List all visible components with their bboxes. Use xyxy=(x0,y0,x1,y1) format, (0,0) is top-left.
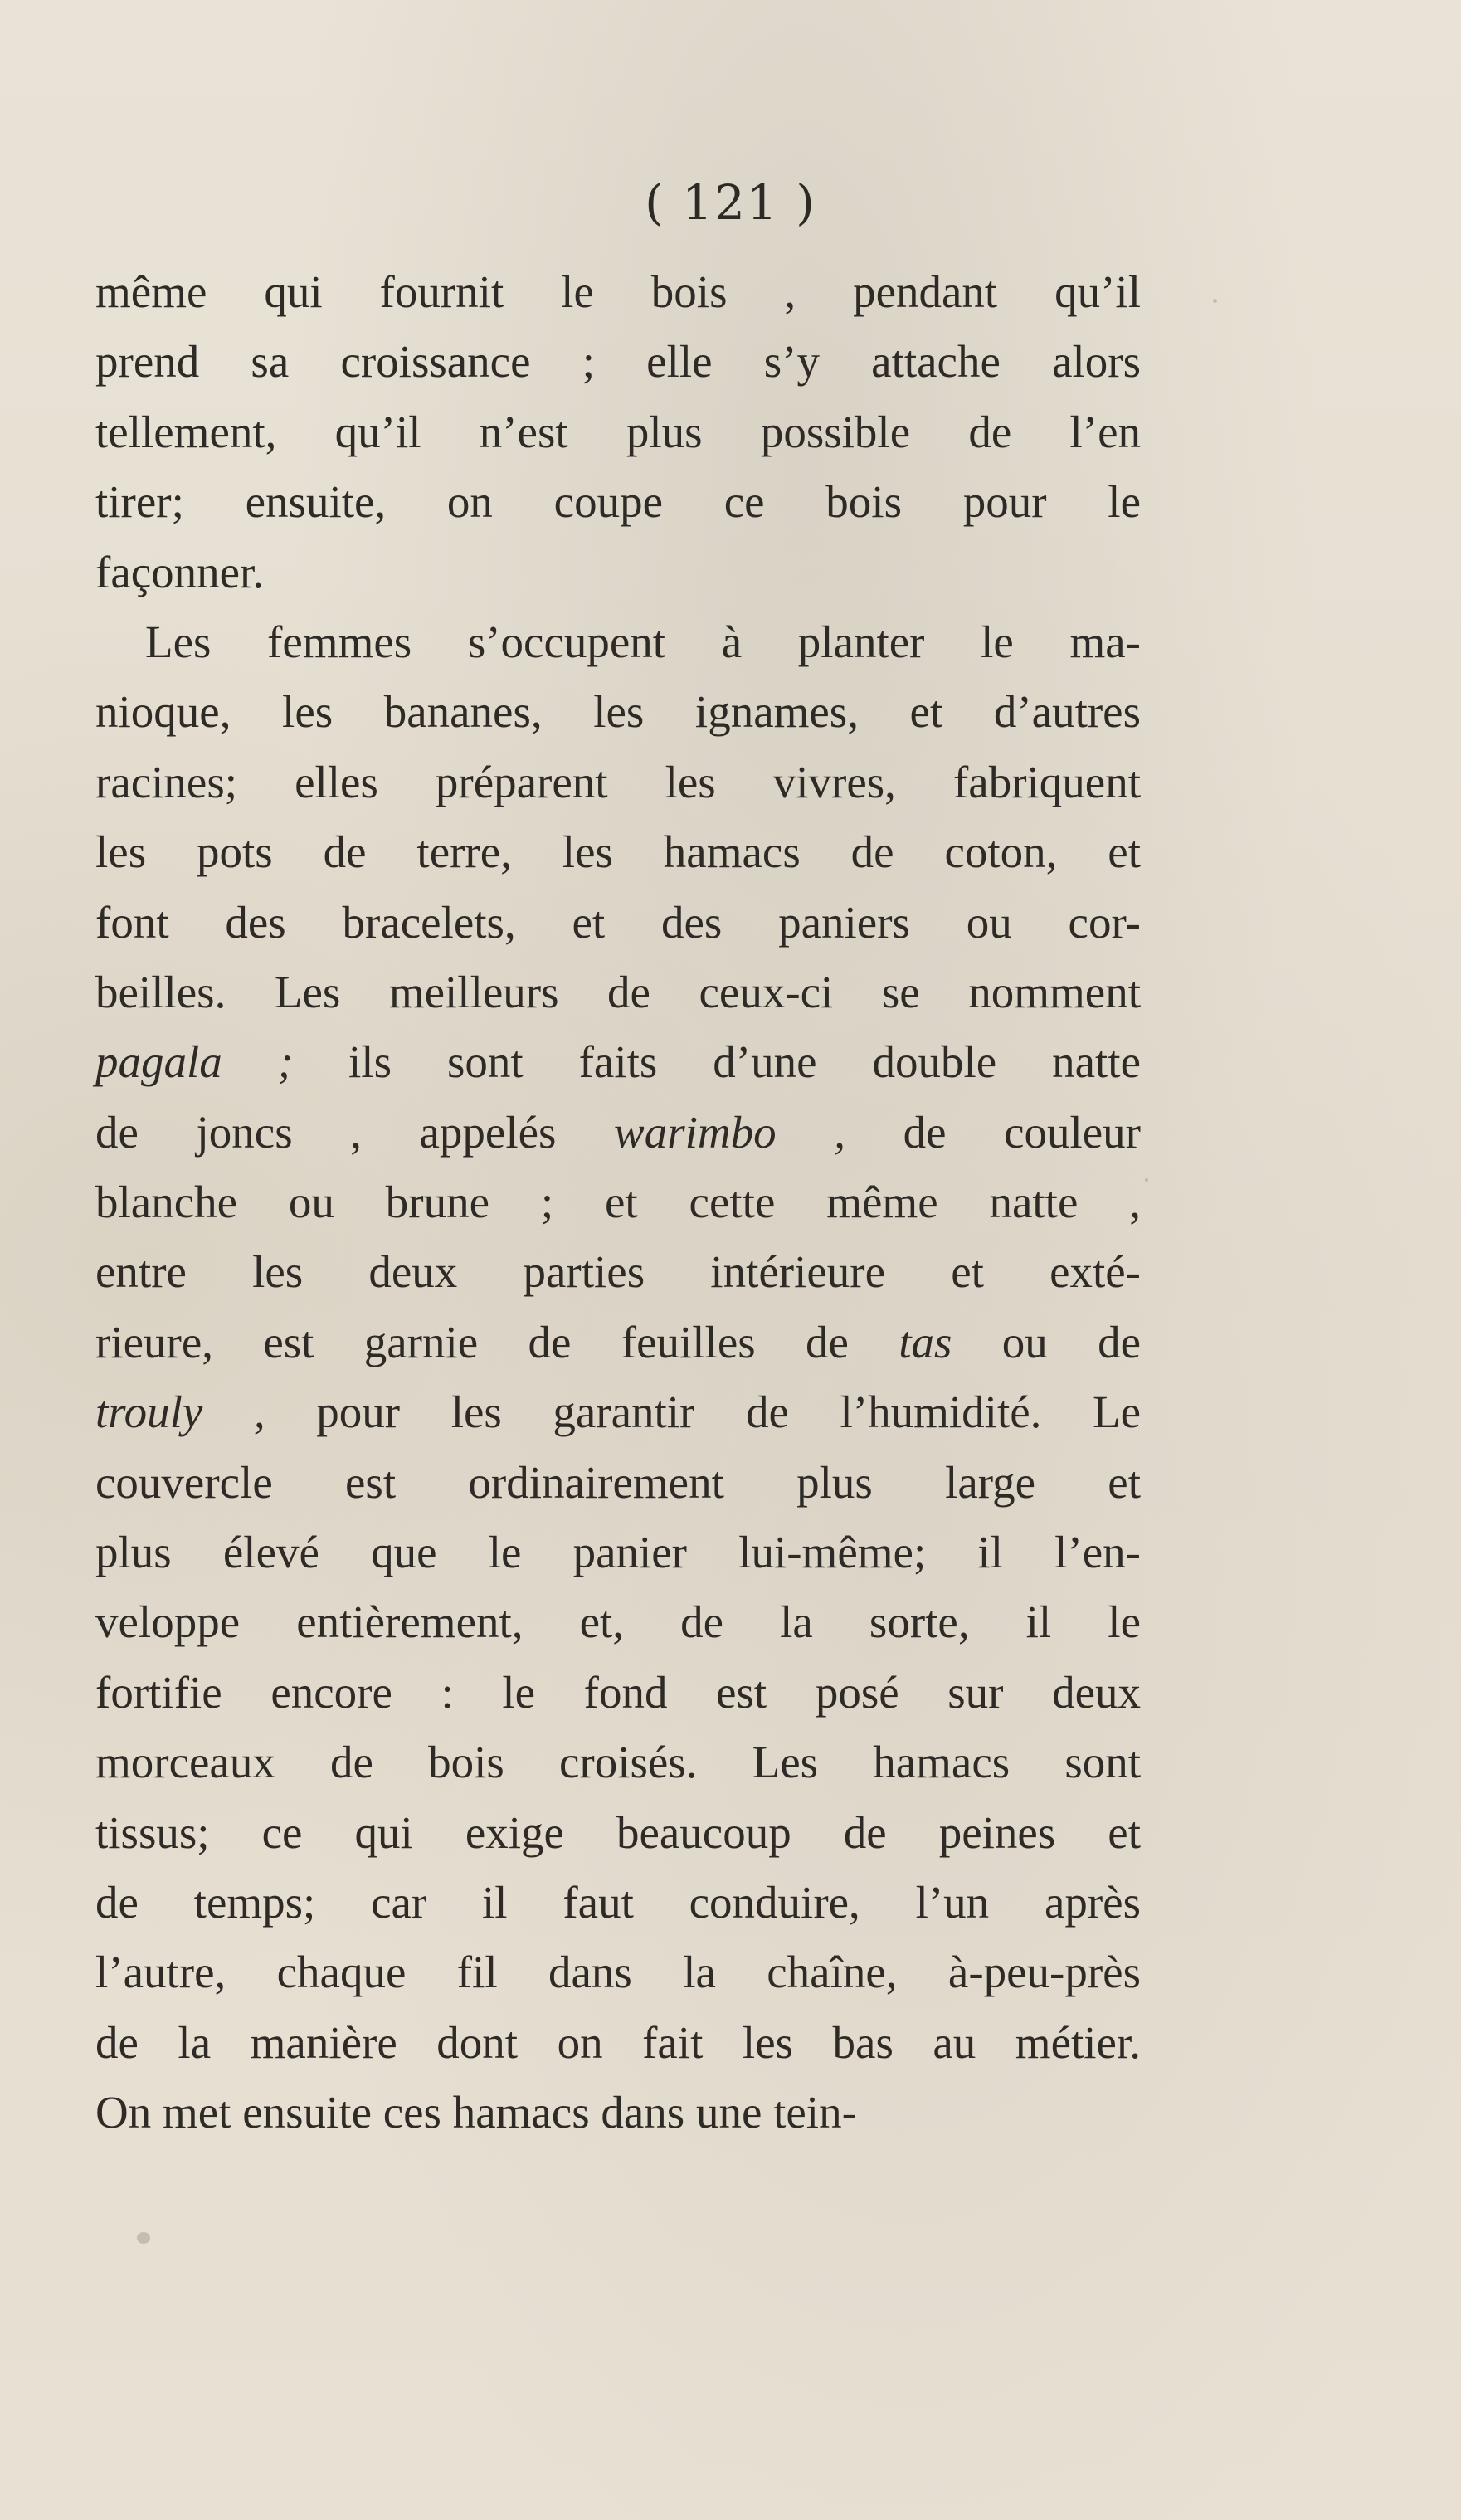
italic-term: trouly , xyxy=(95,1387,265,1438)
text-segment: nioque, les bananes, les ignames, et d’autres xyxy=(95,686,1141,738)
text-line xyxy=(95,327,1141,397)
text-segment: ou de xyxy=(952,1316,1141,1367)
text-line xyxy=(95,1167,1141,1237)
text-segment: rieure, est garnie de feuilles de xyxy=(95,1316,899,1367)
text-line xyxy=(95,1798,1141,1868)
paper-spot xyxy=(1145,1178,1148,1182)
text-segment: façonner. xyxy=(95,546,265,597)
text-line xyxy=(95,1448,1141,1518)
text-line xyxy=(95,1237,1141,1307)
text-segment: Les femmes s’occupent à planter le ma- xyxy=(145,616,1141,667)
text-line xyxy=(95,2008,1141,2078)
italic-term: tas xyxy=(899,1316,952,1367)
text-segment: blanche ou brune ; et cette même natte , xyxy=(95,1177,1141,1228)
text-segment: tellement, qu’il n’est plus possible de l’en xyxy=(95,406,1141,457)
italic-term: warimbo , xyxy=(614,1106,845,1158)
text-segment: de couleur xyxy=(845,1106,1141,1158)
text-line xyxy=(95,958,1141,1027)
text-line xyxy=(95,257,1141,327)
text-segment: font des bracelets, et des paniers ou cor- xyxy=(95,896,1141,948)
text-line xyxy=(95,677,1141,747)
text-segment: de temps; car il faut conduire, l’un après xyxy=(95,1876,1141,1928)
text-segment: plus élevé que le panier lui-même; il l’en- xyxy=(95,1527,1141,1578)
text-line xyxy=(95,1098,1141,1167)
text-line xyxy=(95,1518,1141,1587)
text-segment: de la manière dont on fait les bas au métier. xyxy=(95,2016,1141,2068)
text-line xyxy=(95,748,1141,817)
text-line xyxy=(95,1377,1141,1447)
text-line xyxy=(95,1587,1141,1657)
text-segment: couvercle est ordinairement plus large et xyxy=(95,1456,1141,1508)
text-line xyxy=(95,1868,1141,1938)
text-segment: pour les garantir de l’humidité. Le xyxy=(265,1387,1141,1438)
text-segment: l’autre, chaque fil dans la chaîne, à-peu-près xyxy=(95,1947,1141,1998)
text-segment: fortifie encore : le fond est posé sur deux xyxy=(95,1666,1141,1718)
text-segment: les pots de terre, les hamacs de coton, et xyxy=(95,826,1141,878)
text-line xyxy=(95,1658,1141,1728)
text-segment: On met ensuite ces hamacs dans une tein- xyxy=(95,2087,857,2138)
text-line xyxy=(95,2078,1141,2147)
text-segment: tirer; ensuite, on coupe ce bois pour le xyxy=(95,476,1141,528)
text-line xyxy=(95,607,1141,677)
italic-term: pagala ; xyxy=(95,1036,294,1088)
paper-spot xyxy=(1213,299,1217,303)
text-segment: prend sa croissance ; elle s’y attache alors xyxy=(95,336,1141,388)
text-line xyxy=(95,1938,1141,2007)
text-segment: entre les deux parties intérieure et exté- xyxy=(95,1246,1141,1298)
text-line xyxy=(95,1728,1141,1797)
text-segment: même qui fournit le bois , pendant qu’il xyxy=(95,266,1141,317)
paper-spot xyxy=(137,2232,150,2244)
text-segment: beilles. Les meilleurs de ceux-ci se nomment xyxy=(95,966,1141,1017)
text-segment: veloppe entièrement, et, de la sorte, il le xyxy=(95,1596,1141,1648)
page-number: ( 121 ) xyxy=(645,174,816,231)
text-line xyxy=(95,888,1141,958)
text-segment: de joncs , appelés xyxy=(95,1106,615,1158)
text-line xyxy=(95,817,1141,887)
text-line xyxy=(95,467,1141,537)
text-line xyxy=(95,1027,1141,1097)
text-segment: racines; elles préparent les vivres, fabriquent xyxy=(95,756,1141,807)
text-segment: tissus; ce qui exige beaucoup de peines et xyxy=(95,1806,1141,1858)
text-line xyxy=(95,1308,1141,1377)
body-text xyxy=(95,257,1141,2148)
text-line xyxy=(95,538,1141,607)
text-segment: morceaux de bois croisés. Les hamacs sont xyxy=(95,1737,1141,1788)
text-line xyxy=(95,397,1141,467)
text-segment: ils sont faits d’une double natte xyxy=(293,1036,1141,1088)
